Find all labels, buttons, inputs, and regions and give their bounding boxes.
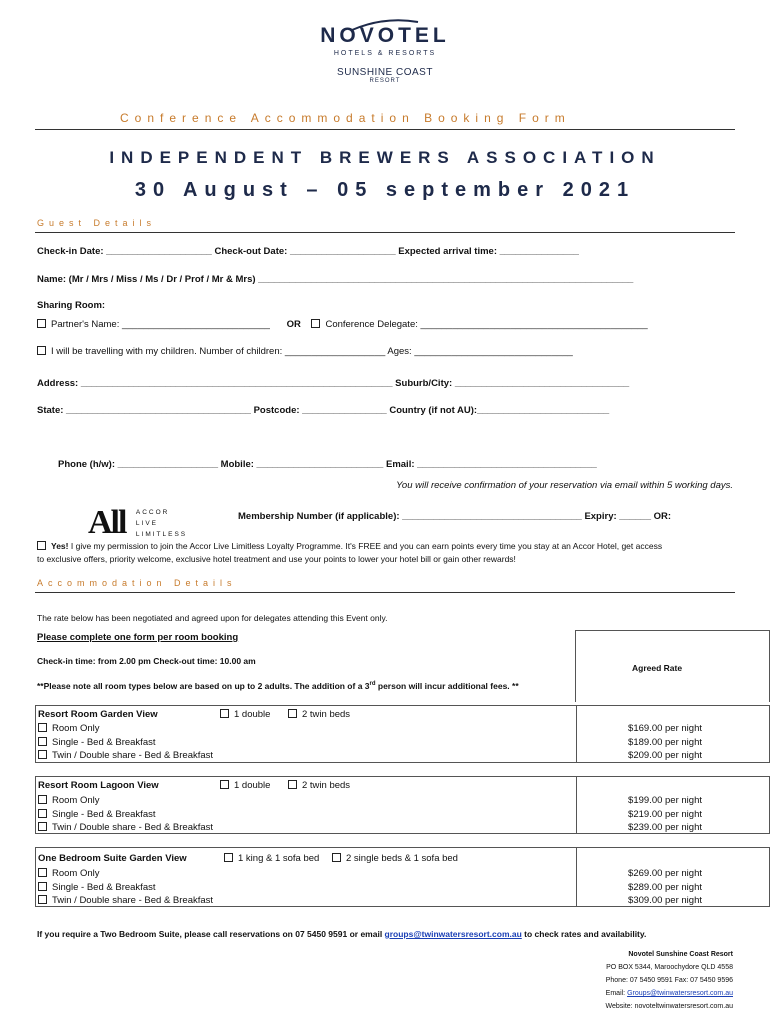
option-label: 1 double [234,709,271,720]
accor-mark: All [88,504,126,541]
divider [35,232,735,233]
column-divider [576,848,577,906]
rate-checkbox[interactable] [38,809,47,818]
footer-name: Novotel Sunshine Coast Resort [628,951,733,958]
divider [35,129,735,130]
rate-note: The rate below has been negotiated and agreed upon for delegates attending this Event only. [37,613,388,623]
phone-field[interactable]: Phone (h/w): ___________________ Mobile: ________________________ Email: __________________________________ [58,459,597,470]
option-checkbox[interactable] [332,853,341,862]
option-label: 1 king & 1 sofa bed [238,853,320,864]
confirmation-note: You will receive confirmation of your reservation via email within 5 working days. [396,480,733,491]
footer-address: PO BOX 5344, Maroochydore QLD 4558 [606,964,733,971]
groups-email-link[interactable]: groups@twinwatersresort.com.au [384,929,522,939]
column-divider [576,777,577,833]
rate-option: Twin / Double share - Bed & Breakfast [52,750,214,761]
price: $239.00 per night [628,822,702,833]
superscript: rd [369,681,376,688]
brand-sub: HOTELS & RESORTS [333,50,437,57]
room-name: Resort Room Garden View [38,709,158,720]
option-checkbox[interactable] [220,780,229,789]
option-label: 2 single beds & 1 sofa bed [346,853,458,864]
agreed-rate-heading: Agreed Rate [632,663,683,673]
rate-checkbox[interactable] [38,822,47,831]
guest-section-heading: Guest Details [37,218,157,228]
rate-checkbox[interactable] [38,868,47,877]
footer-email-label: Email: [605,990,628,997]
room-block [35,847,770,907]
price: $269.00 per night [628,868,702,879]
resort-name: SUNSHINE COAST [337,67,433,78]
novotel-logo [0,10,770,84]
membership-field[interactable]: Membership Number (if applicable): __________________________________ Expiry: ______ OR: [238,511,672,522]
rate-option: Room Only [52,723,100,734]
name-field[interactable]: Name: (Mr / Mrs / Miss / Ms / Dr / Prof / Mr & Mrs) _______________________________________________________________________ [37,274,634,285]
footer-website[interactable]: Website: novoteltwinwatersresort.com.au [605,1003,733,1010]
rate-option: Twin / Double share - Bed & Breakfast [52,895,214,906]
suite-note [37,929,646,939]
rate-checkbox[interactable] [38,895,47,904]
rate-checkbox[interactable] [38,882,47,891]
price: $169.00 per night [628,723,702,734]
accommodation-section-heading: Accommodation Details [37,578,237,588]
rate-option: Single - Bed & Breakfast [52,809,156,820]
children-checkbox[interactable] [37,346,46,355]
loyalty-text: I give my permission to join the Accor Live Limitless Loyalty Programme. It's FREE and you can earn points every time you stay at an Accor Hotel, get access [70,541,663,551]
price: $199.00 per night [628,795,702,806]
sharing-label: Sharing Room: [37,300,106,311]
accor-logo [88,504,187,542]
rate-checkbox[interactable] [38,750,47,759]
yes-label: Yes! [51,541,69,551]
form-title: Conference Accommodation Booking Form [120,111,571,125]
room-name: Resort Room Lagoon View [38,780,159,791]
price: $209.00 per night [628,750,702,761]
option-label: 1 double [234,780,271,791]
state-field[interactable]: State: ___________________________________ Postcode: ________________ Country (if not AU):_________________________ [37,405,610,416]
option-checkbox[interactable] [220,709,229,718]
accor-text: ACCOR [135,508,170,516]
one-form-note: Please complete one form per room booking [37,632,239,643]
option-checkbox[interactable] [224,853,233,862]
accor-text: LIMITLESS [135,530,188,538]
price: $189.00 per night [628,737,702,748]
partner-checkbox[interactable] [37,319,46,328]
checkin-field[interactable]: Check-in Date: ____________________ Check-out Date: ____________________ Expected arrival time: _______________ [37,246,579,257]
option-label: 2 twin beds [302,780,351,791]
adults-note-text: **Please note all room types below are based on up to 2 adults. The addition of a 3 [37,681,370,691]
room-name: One Bedroom Suite Garden View [38,853,187,864]
price: $219.00 per night [628,809,702,820]
loyalty-text-2: to exclusive offers, priority welcome, exclusive hotel treatment and use your points to lower your hotel bill or gain other rewards! [37,554,516,564]
event-dates: 30 August – 05 september 2021 [134,179,636,201]
delegate-field[interactable]: Conference Delegate: ___________________________________________ [325,319,648,330]
option-checkbox[interactable] [288,780,297,789]
suite-note-text: to check rates and availability. [521,929,647,939]
yes-checkbox[interactable] [37,541,46,550]
adults-note-text: person will incur additional fees. ** [375,681,519,691]
price: $309.00 per night [628,895,702,906]
swoosh-icon [350,18,420,32]
divider [35,592,735,593]
suite-note-text: If you require a Two Bedroom Suite, please call reservations on 07 5450 9591 or email [37,929,385,939]
rate-option: Room Only [52,795,100,806]
accor-text: LIVE [135,519,158,527]
brand-name: NOVOTEL [320,24,450,47]
delegate-checkbox[interactable] [311,319,320,328]
rate-option: Single - Bed & Breakfast [52,882,156,893]
rate-option: Twin / Double share - Bed & Breakfast [52,822,214,833]
room-block [35,776,770,834]
rate-checkbox[interactable] [38,737,47,746]
room-block [35,705,770,763]
event-name: INDEPENDENT BREWERS ASSOCIATION [109,148,661,167]
rate-checkbox[interactable] [38,795,47,804]
price: $289.00 per night [628,882,702,893]
rate-checkbox[interactable] [38,723,47,732]
or-label: OR [286,319,301,330]
adults-note [37,681,519,691]
rate-option: Single - Bed & Breakfast [52,737,156,748]
resort-label: RESORT [369,78,401,84]
children-field[interactable]: I will be travelling with my children. Number of children: ___________________ Ages: ______________________________ [51,346,573,357]
footer-phone: Phone: 07 5450 9591 Fax: 07 5450 9596 [605,977,733,984]
option-label: 2 twin beds [302,709,351,720]
option-checkbox[interactable] [288,709,297,718]
footer-email-link[interactable]: Groups@twinwatersresort.com.au [627,990,733,997]
column-divider [576,706,577,762]
address-field[interactable]: Address: ___________________________________________________________ Suburb/City: _________________________________ [37,378,630,389]
times-note: Check-in time: from 2.00 pm Check-out time: 10.00 am [37,656,256,666]
partner-field[interactable]: Partner's Name: ____________________________ [51,319,270,330]
rate-option: Room Only [52,868,100,879]
